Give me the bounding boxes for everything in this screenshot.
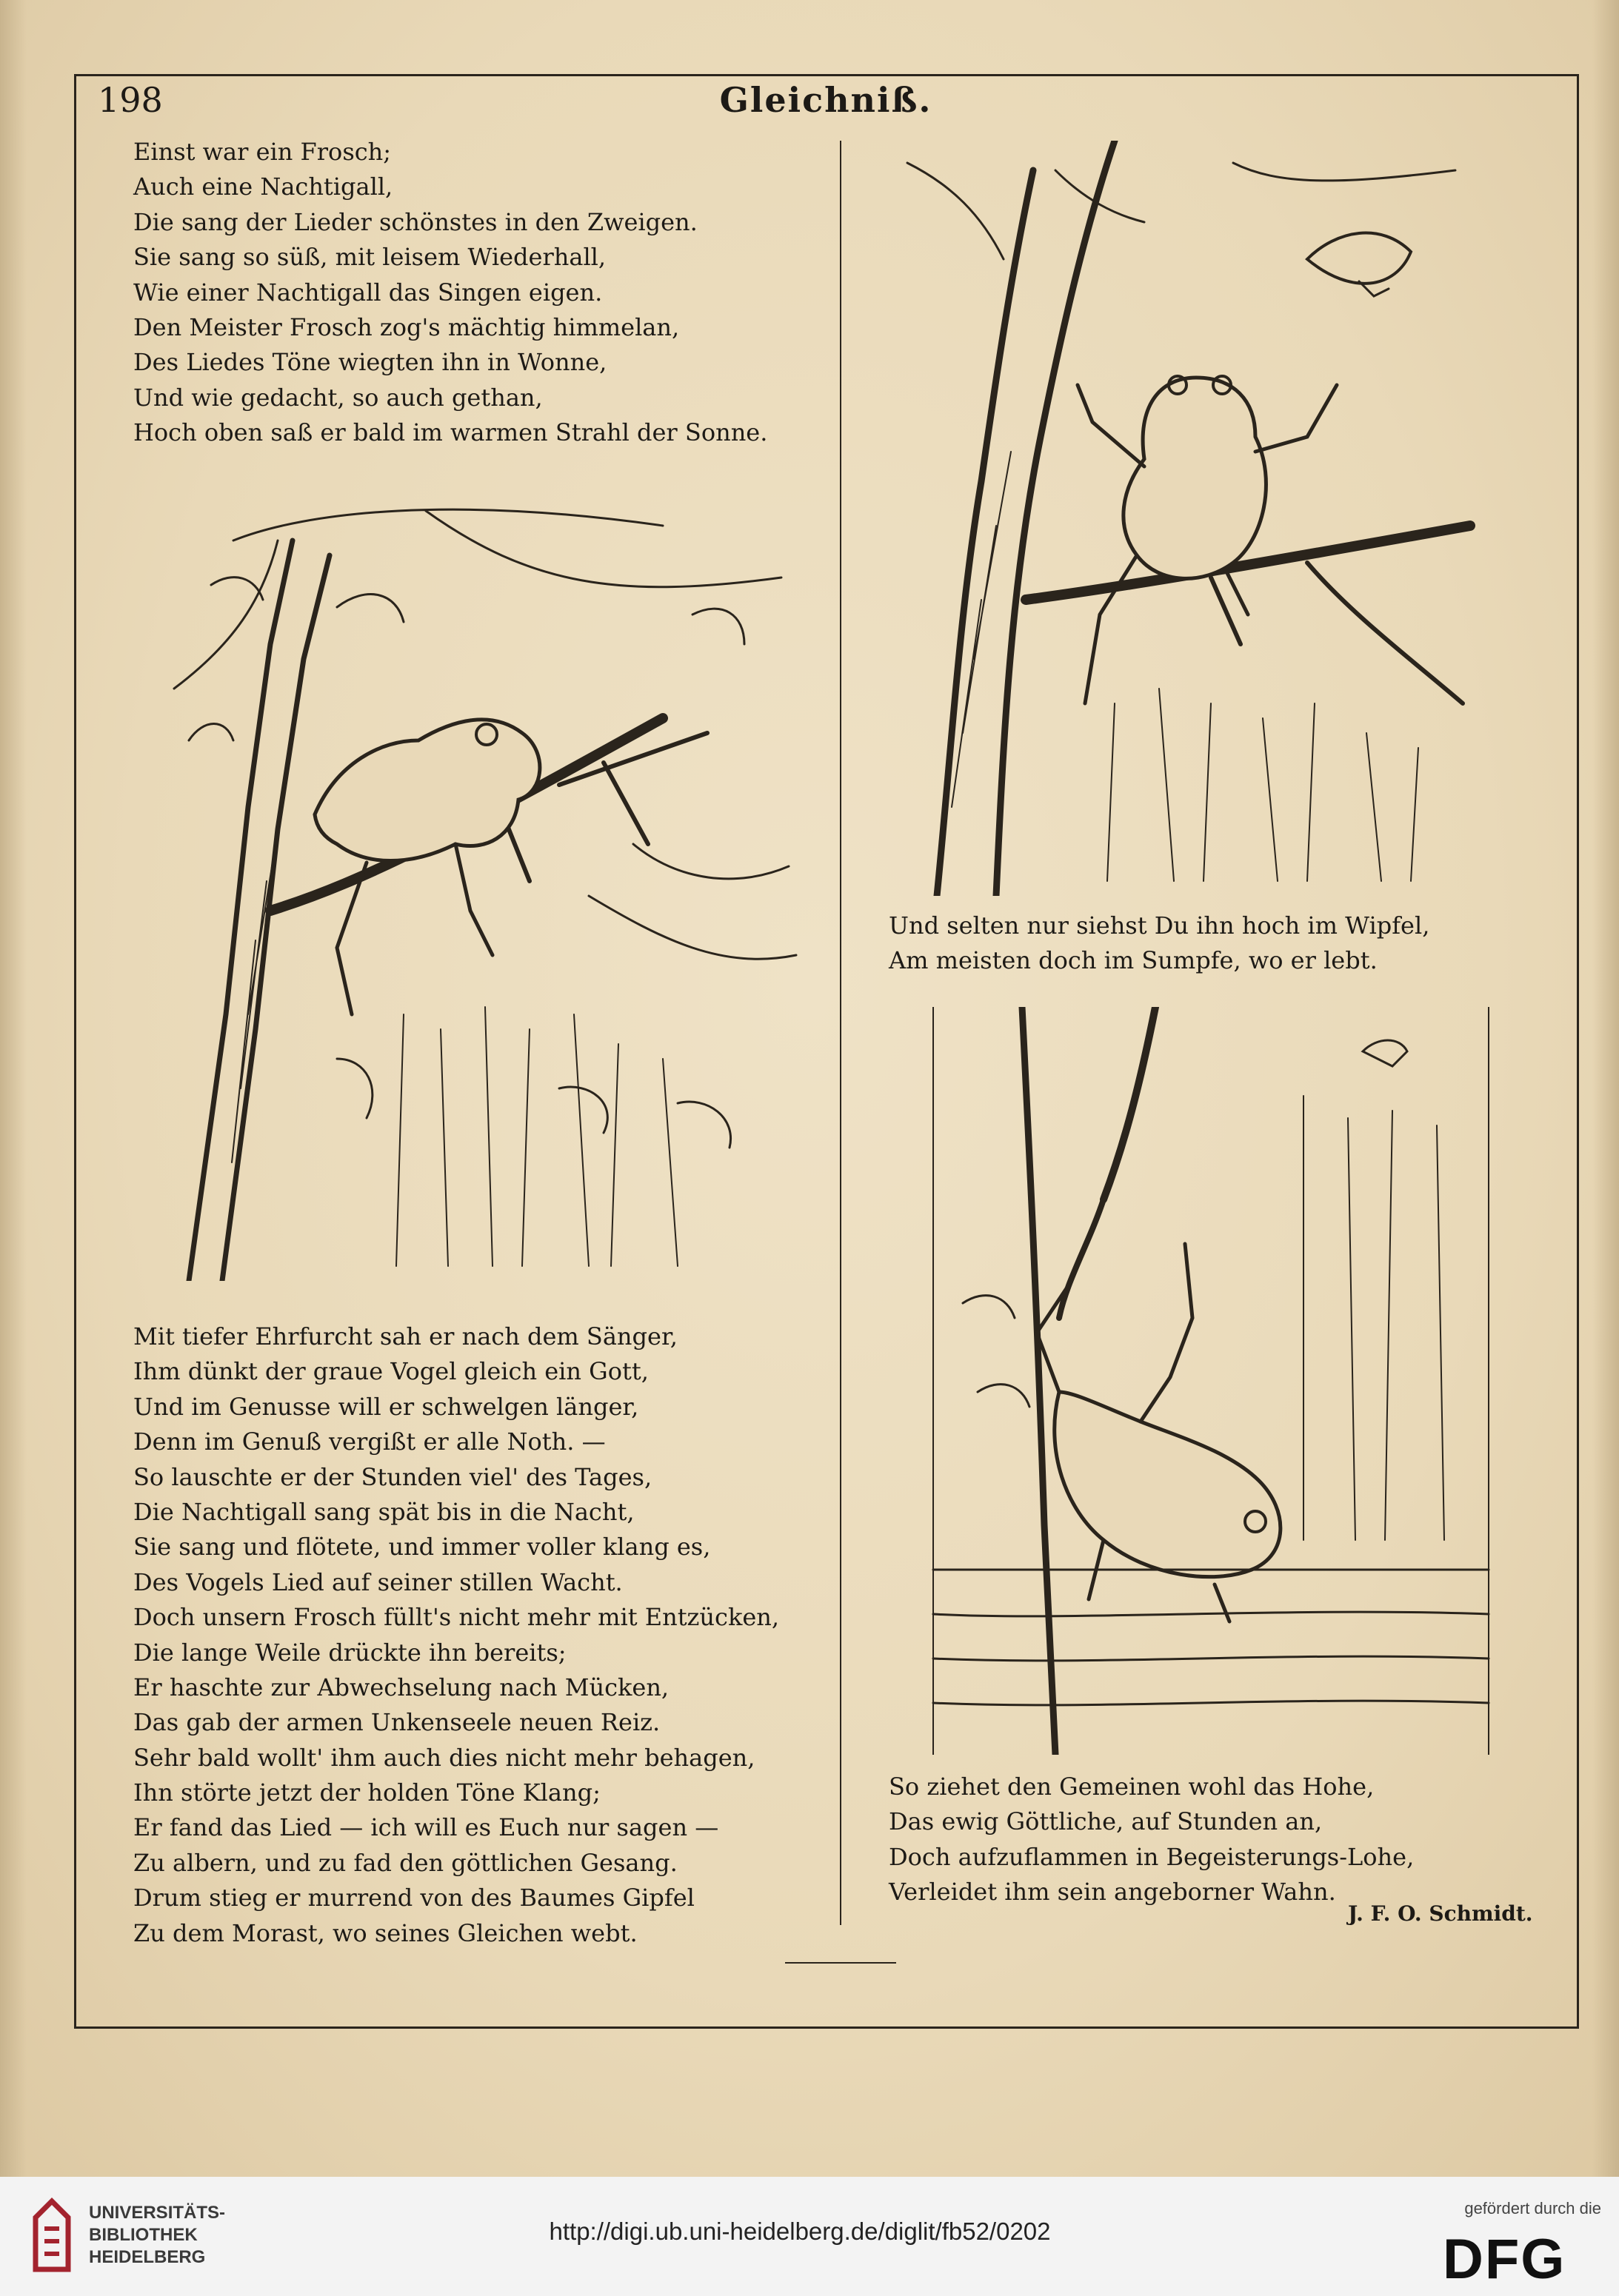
verse-line: Sie sang und flötete, und immer voller klang es, [133, 1533, 711, 1562]
author-signature: J. F. O. Schmidt. [1348, 1901, 1533, 1926]
verse-line: Ihm dünkt der graue Vogel gleich ein Gott, [133, 1357, 649, 1386]
dfg-logo: DFG [1443, 2228, 1566, 2291]
verse-line: Und selten nur siehst Du ihn hoch im Wipfel, [889, 911, 1430, 940]
verse-line: Und wie gedacht, so auch gethan, [133, 383, 543, 412]
verse-line: Ihn störte jetzt der holden Töne Klang; [133, 1778, 601, 1807]
verse-line: Er fand das Lied — ich will es Euch nur sagen — [133, 1813, 719, 1842]
frame-rule-right [1577, 74, 1579, 2029]
frog-descending-to-swamp-illustration [918, 1007, 1503, 1755]
verse-line: Auch eine Nachtigall, [133, 173, 393, 201]
library-name-line: HEIDELBERG [89, 2247, 206, 2267]
poem-stanza-1 [133, 135, 767, 451]
frame-rule-left [74, 74, 76, 2029]
verse-line: Sehr bald wollt' ihm auch dies nicht mehr behagen, [133, 1743, 755, 1772]
verse-line: Die lange Weile drückte ihn bereits; [133, 1638, 567, 1667]
verse-line: Wie einer Nachtigall das Singen eigen. [133, 278, 603, 307]
frame-rule-bottom [74, 2026, 1579, 2029]
page-edge-shadow-left [0, 0, 27, 2177]
viewer-footer [0, 2177, 1619, 2296]
verse-line: Am meisten doch im Sumpfe, wo er lebt. [889, 946, 1378, 975]
library-name-line: UNIVERSITÄTS- [89, 2203, 226, 2223]
verse-line: So ziehet den Gemeinen wohl das Hohe, [889, 1773, 1375, 1801]
poem-stanza-2 [133, 1319, 779, 1951]
university-library-logo-icon [30, 2195, 74, 2277]
verse-line: Mit tiefer Ehrfurcht sah er nach dem Sänger, [133, 1322, 678, 1351]
verse-line: Zu albern, und zu fad den göttlichen Gesang. [133, 1848, 678, 1877]
verse-line: Und im Genusse will er schwelgen länger, [133, 1392, 639, 1421]
column-divider [840, 141, 841, 1925]
frog-singing-in-tree-illustration [892, 141, 1478, 896]
verse-line: Des Liedes Töne wiegten ihn in Wonne, [133, 348, 607, 377]
verse-line: Denn im Genuß vergißt er alle Noth. — [133, 1428, 606, 1456]
verse-line: Drum stieg er murrend von des Baumes Gipfel [133, 1884, 695, 1912]
verse-line: Die sang der Lieder schönstes in den Zweigen. [133, 207, 698, 236]
verse-line: Das ewig Göttliche, auf Stunden an, [889, 1807, 1323, 1836]
frame-rule-top [74, 74, 1579, 76]
verse-line: Einst war ein Frosch; [133, 138, 392, 166]
poem-stanza-3 [889, 908, 1429, 979]
verse-line: Die Nachtigall sang spät bis in die Nacht, [133, 1497, 635, 1526]
verse-line: Das gab der armen Unkenseele neuen Reiz. [133, 1708, 661, 1737]
page-title: Gleichniß. [719, 80, 932, 120]
verse-line: Des Vogels Lied auf seiner stillen Wacht. [133, 1567, 623, 1596]
library-name-line: BIBLIOTHEK [89, 2225, 198, 2245]
verse-line: Doch aufzuflammen in Begeisterungs-Lohe, [889, 1842, 1415, 1871]
verse-line: Sie sang so süß, mit leisem Wiederhall, [133, 243, 607, 272]
funder-caption: gefördert durch die [1464, 2199, 1601, 2218]
library-name [89, 2202, 225, 2269]
verse-line: Er haschte zur Abwechselung nach Mücken, [133, 1673, 670, 1701]
verse-line: Zu dem Morast, wo seines Gleichen webt. [133, 1918, 638, 1947]
verse-line: So lauschte er der Stunden viel' des Tages, [133, 1462, 652, 1491]
page-number: 198 [98, 80, 163, 120]
source-url-link[interactable]: http://digi.ub.uni-heidelberg.de/diglit/fb52/0202 [549, 2218, 1051, 2245]
verse-line: Den Meister Frosch zog's mächtig himmelan, [133, 312, 680, 341]
page-edge-shadow-right [1592, 0, 1619, 2177]
verse-line: Doch unsern Frosch füllt's nicht mehr mit Entzücken, [133, 1603, 780, 1632]
verse-line: Verleidet ihm sein angeborner Wahn. [889, 1878, 1336, 1907]
frog-on-branch-illustration [144, 496, 811, 1281]
verse-line: Hoch oben saß er bald im warmen Strahl der Sonne. [133, 418, 768, 447]
end-rule [785, 1962, 896, 1964]
poem-stanza-4 [889, 1770, 1414, 1910]
